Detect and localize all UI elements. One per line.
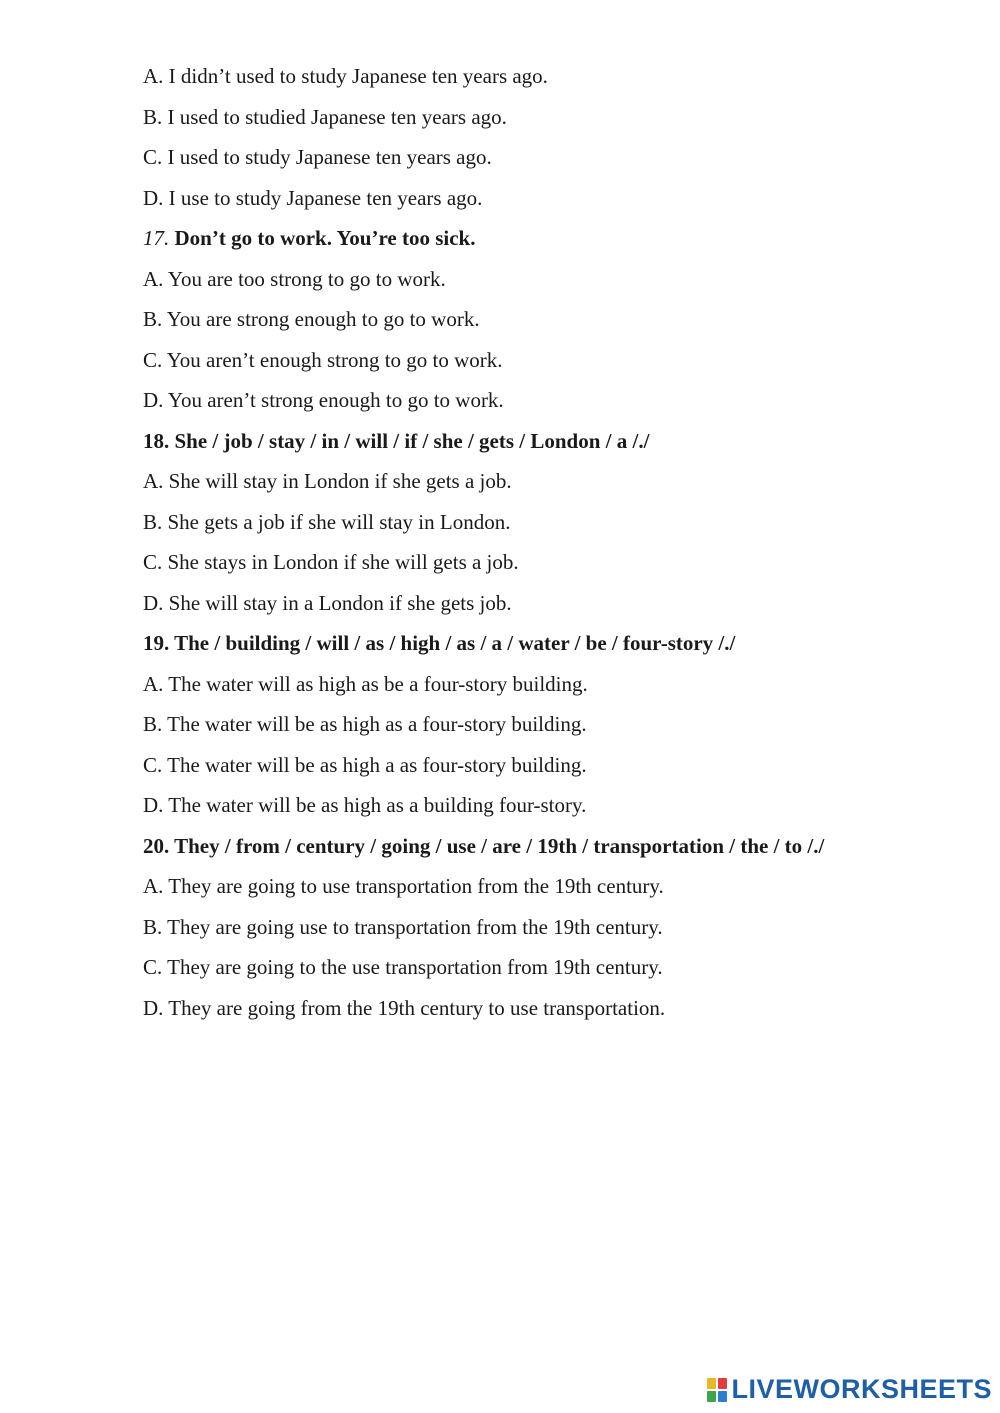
q16-option-b: B. I used to studied Japanese ten years ago. bbox=[143, 104, 507, 129]
q18-prompt: 18. She / job / stay / in / will / if / she / gets / London / a /./ bbox=[143, 428, 650, 453]
q16-option-a: A. I didn’t used to study Japanese ten years ago. bbox=[143, 64, 548, 88]
q19-option-b: B. The water will be as high as a four-story building. bbox=[143, 712, 587, 736]
q18-option-c: C. She stays in London if she will gets a job. bbox=[143, 550, 519, 574]
q16-option-c: C. I used to study Japanese ten years ago. bbox=[143, 145, 492, 169]
q17-number: 17. bbox=[143, 226, 170, 250]
q20-option-d: D. They are going from the 19th century to use transportation. bbox=[143, 995, 666, 1020]
q17-option-b: B. You are strong enough to go to work. bbox=[143, 307, 480, 331]
q20-prompt: 20. They / from / century / going / use / are / 19th / transportation / the / to /./ bbox=[143, 833, 825, 858]
q20-option-c: C. They are going to the use transportation from 19th century. bbox=[143, 955, 663, 979]
q17-prompt bbox=[143, 218, 943, 259]
worksheet-content bbox=[143, 56, 943, 1028]
q17-option-a: A. You are too strong to go to work. bbox=[143, 266, 446, 291]
q16-option-d: D. I use to study Japanese ten years ago. bbox=[143, 185, 483, 210]
q18-option-a: A. She will stay in London if she gets a job. bbox=[143, 469, 512, 493]
q19-option-d: D. The water will be as high as a building four-story. bbox=[143, 793, 587, 817]
liveworksheets-logo-text: LIVEWORKSHEETS bbox=[731, 1374, 992, 1404]
q17-option-c: C. You aren’t enough strong to go to work. bbox=[143, 347, 503, 372]
logo-square-4 bbox=[718, 1391, 727, 1402]
q18-option-d: D. She will stay in a London if she gets job. bbox=[143, 590, 512, 615]
q20-option-b: B. They are going use to transportation from the 19th century. bbox=[143, 914, 663, 939]
q18-option-b: B. She gets a job if she will stay in London. bbox=[143, 509, 511, 534]
liveworksheets-logo bbox=[707, 1374, 992, 1405]
logo-square-3 bbox=[707, 1391, 716, 1402]
q19-option-a: A. The water will as high as be a four-story building. bbox=[143, 671, 588, 696]
q19-option-c: C. The water will be as high a as four-story building. bbox=[143, 752, 587, 777]
q17-prompt-text: Don’t go to work. You’re too sick. bbox=[169, 226, 476, 250]
q17-option-d: D. You aren’t strong enough to go to work. bbox=[143, 388, 504, 412]
logo-square-1 bbox=[707, 1378, 716, 1389]
liveworksheets-logo-icon bbox=[707, 1378, 727, 1402]
q19-prompt: 19. The / building / will / as / high / as / a / water / be / four-story /./ bbox=[143, 631, 736, 655]
logo-square-2 bbox=[718, 1378, 727, 1389]
q20-option-a: A. They are going to use transportation from the 19th century. bbox=[143, 874, 664, 898]
